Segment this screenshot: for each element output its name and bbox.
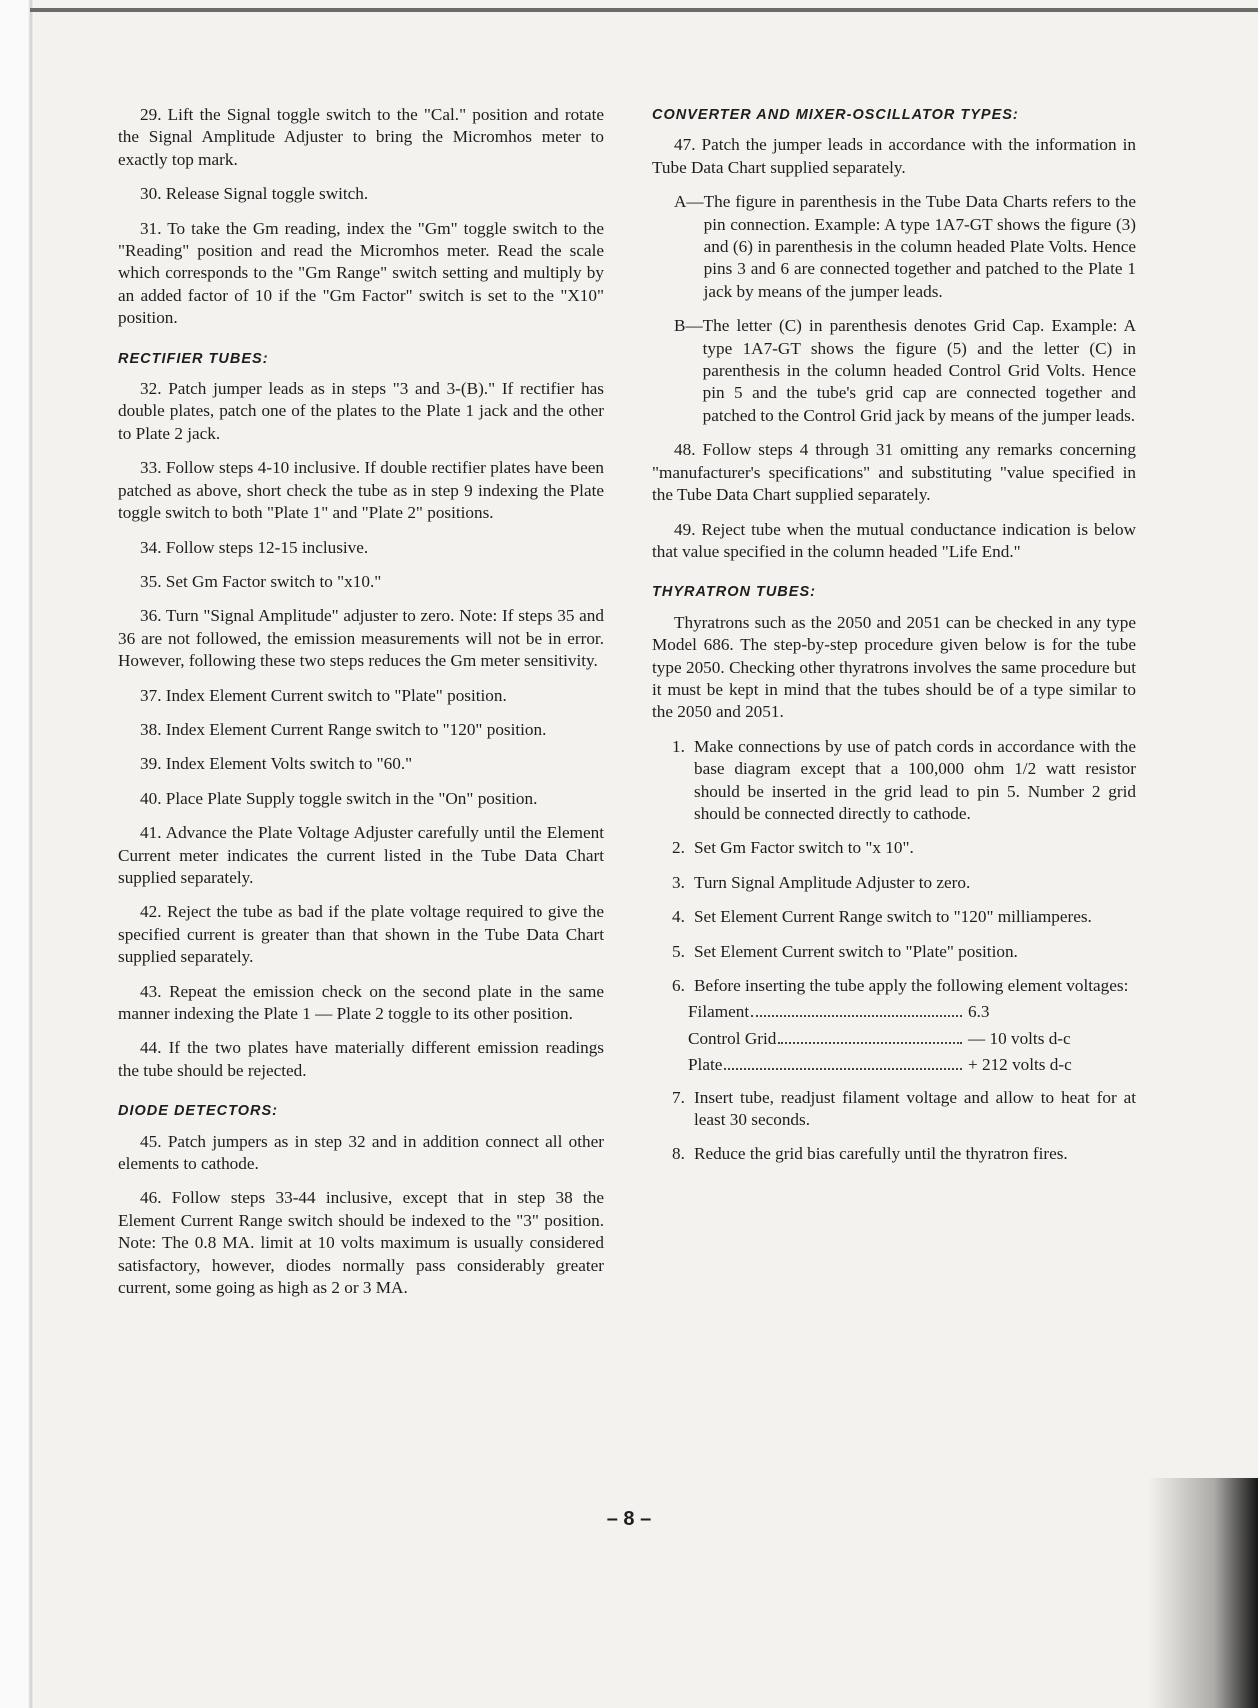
voltage-value: + 212 volts d-c <box>968 1055 1072 1075</box>
element-voltages-list <box>688 1001 1108 1076</box>
step-30: 30. Release Signal toggle switch. <box>140 184 369 204</box>
thyratron-step-6 <box>672 975 1136 997</box>
step-36: 36. Turn "Signal Amplitude" adjuster to zero. Note: If steps 35 and 36 are not followed, the emission measurements will not be in error. However, following these two steps reduces the Gm meter sensitivity. <box>118 606 604 671</box>
thyratron-step-2 <box>672 837 1136 859</box>
voltage-name: Filament <box>688 1002 750 1022</box>
step-45: 45. Patch jumpers as in step 32 and in addition connect all other elements to cathode. <box>118 1131 604 1174</box>
step-number: 2. <box>672 838 685 858</box>
subitem-b <box>674 315 1136 427</box>
leader-dots <box>751 1015 962 1017</box>
voltage-row-plate <box>688 1054 1108 1076</box>
thyratron-step-8 <box>672 1143 1136 1165</box>
page-binding-edge <box>0 0 34 1708</box>
step-47: 47. Patch the jumper leads in accordance with the information in Tube Data Chart supplied separately. <box>652 135 1136 177</box>
rectifier-tubes-heading: RECTIFIER TUBES: <box>118 350 269 367</box>
step-text: Set Element Current Range switch to "120" milliamperes. <box>694 907 1092 927</box>
step-number: 8. <box>672 1144 685 1164</box>
step-text: Set Gm Factor switch to "x 10". <box>694 838 914 858</box>
step-number: 1. <box>672 736 685 756</box>
step-40: 40. Place Plate Supply toggle switch in the "On" position. <box>140 788 538 808</box>
page-number: – 8 – <box>606 1508 652 1530</box>
step-34: 34. Follow steps 12-15 inclusive. <box>140 537 369 557</box>
step-37: 37. Index Element Current switch to "Plate" position. <box>140 685 507 705</box>
thyratron-step-7 <box>672 1087 1136 1132</box>
right-column <box>652 104 1136 1178</box>
leader-dots <box>778 1042 962 1044</box>
voltage-row-filament <box>688 1001 1108 1023</box>
subitem-a-label: A— <box>674 192 704 212</box>
step-46: 46. Follow steps 33-44 inclusive, except that in step 38 the Element Current Range switch should be indexed to the "3" position. Note: The 0.8 MA. limit at 10 volts maximum is usually considered satisfactory, however, diodes normally pass considerably greater current, some going as high as 2 or 3 MA. <box>118 1188 604 1298</box>
step-text: Make connections by use of patch cords in accordance with the base diagram except that a 100,000 ohm 1/2 watt resistor should be inserted in the grid lead to pin 5. Number 2 grid should be connected directly to cathode. <box>694 736 1136 823</box>
step-number: 3. <box>672 872 685 892</box>
thyratron-step-3 <box>672 872 1136 894</box>
step-41: 41. Advance the Plate Voltage Adjuster carefully until the Element Current meter indicates the current listed in the Tube Data Chart supplied separately. <box>118 823 604 887</box>
step-39: 39. Index Element Volts switch to "60." <box>140 754 413 774</box>
step-44: 44. If the two plates have materially different emission readings the tube should be rejected. <box>118 1038 604 1080</box>
step-33: 33. Follow steps 4-10 inclusive. If double rectifier plates have been patched as above, short check the tube as in step 9 indexing the Plate toggle switch to both "Plate 1" and "Plate 2" positions. <box>118 458 604 523</box>
step-text: Set Element Current switch to "Plate" position. <box>694 941 1018 961</box>
step-number: 6. <box>672 976 685 995</box>
step-49: 49. Reject tube when the mutual conductance indication is below that value specified in the column headed "Life End." <box>652 519 1136 561</box>
subitem-b-text: The letter (C) in parenthesis denotes Grid Cap. Example: A type 1A7-GT shows the figure (5) and the letter (C) in parenthesis in the column headed Control Grid Volts. Hence pin 5 and the tube's grid cap are connected together and patched to the Control Grid jack by means of the jumper leads. <box>702 316 1136 425</box>
subitem-b-label: B— <box>674 316 703 336</box>
step-32: 32. Patch jumper leads as in steps "3 and 3-(B)." If rectifier has double plates, patch one of the plates to the Plate 1 jack and the other to Plate 2 jack. <box>118 379 604 443</box>
diode-detectors-heading: DIODE DETECTORS: <box>118 1103 278 1120</box>
scan-shadow <box>1148 1478 1258 1708</box>
step-text: Reduce the grid bias carefully until the thyratron fires. <box>694 1144 1068 1164</box>
top-border-line <box>30 8 1258 12</box>
step-35: 35. Set Gm Factor switch to "x10." <box>140 571 382 591</box>
step-43: 43. Repeat the emission check on the second plate in the same manner indexing the Plate 1 — Plate 2 toggle to its other position. <box>118 981 604 1023</box>
step-number: 7. <box>672 1087 685 1107</box>
thyratron-step-5 <box>672 941 1136 963</box>
subitem-a <box>674 191 1136 303</box>
voltage-row-control-grid <box>688 1028 1108 1050</box>
voltage-value: 6.3 <box>968 1002 990 1022</box>
thyratron-tubes-heading: THYRATRON TUBES: <box>652 584 816 601</box>
step-48: 48. Follow steps 4 through 31 omitting any remarks concerning "manufacturer's specifications" and substituting "value specified in the Tube Data Chart supplied separately. <box>652 440 1136 505</box>
subitem-a-text: The figure in parenthesis in the Tube Data Charts refers to the pin connection. Example: A type 1A7-GT shows the figure (3) and (6) in parenthesis in the column headed Plate Volts. Hence pins 3 and 6 are connected together and patched to the Plate 1 jack by means of the jumper leads. <box>703 192 1136 301</box>
voltage-name: Control Grid <box>688 1028 777 1048</box>
left-column <box>118 104 604 1311</box>
thyratron-step-1 <box>672 736 1136 826</box>
leader-dots <box>724 1068 962 1070</box>
step-31: 31. To take the Gm reading, index the "Gm" toggle switch to the "Reading" position and read the Micromhos meter. Read the scale which corresponds to the "Gm Range" switch setting and multiply by an added factor of 10 if the "Gm Factor" switch is set to the "X10" position. <box>118 218 604 328</box>
step-number: 4. <box>672 907 685 927</box>
step-38: 38. Index Element Current Range switch to "120" position. <box>140 719 547 739</box>
step-42: 42. Reject the tube as bad if the plate voltage required to give the specified current is greater than that shown in the Tube Data Chart supplied separately. <box>118 902 604 967</box>
voltage-name: Plate <box>688 1055 723 1075</box>
step-text: Turn Signal Amplitude Adjuster to zero. <box>694 872 971 892</box>
thyratron-intro: Thyratrons such as the 2050 and 2051 can be checked in any type Model 686. The step-by-step procedure given below is for the tube type 2050. Checking other thyratrons involves the same procedure but it must be kept in mind that the tubes should be of a type similar to the 2050 and 2051. <box>652 612 1136 722</box>
step-text: Insert tube, readjust filament voltage and allow to heat for at least 30 seconds. <box>694 1087 1136 1130</box>
voltage-value: — 10 volts d-c <box>968 1028 1071 1048</box>
thyratron-step-4 <box>672 906 1136 928</box>
converter-heading: CONVERTER AND MIXER-OSCILLATOR TYPES: <box>652 107 1019 123</box>
step-text: Before inserting the tube apply the following element voltages: <box>694 976 1129 995</box>
step-29: 29. Lift the Signal toggle switch to the "Cal." position and rotate the Signal Amplitude Adjuster to bring the Micromhos meter to exactly top mark. <box>118 105 604 169</box>
step-number: 5. <box>672 941 685 961</box>
